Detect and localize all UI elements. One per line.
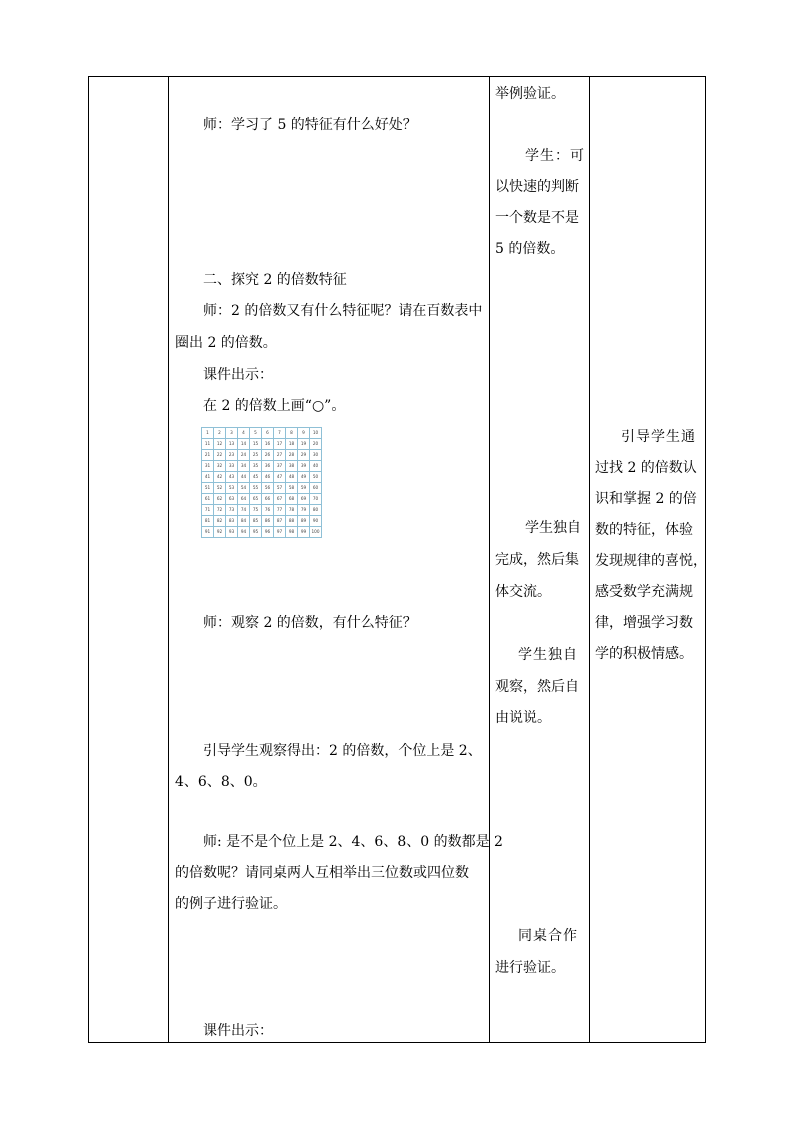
hundred-chart-cell: 64 <box>238 494 250 505</box>
teacher-text-line: 课件出示： <box>203 1023 273 1039</box>
hundred-chart-cell: 53 <box>226 483 238 494</box>
hundred-chart-cell: 17 <box>274 439 286 450</box>
student-text-line: 体交流。 <box>495 584 551 600</box>
hundred-chart-cell: 85 <box>250 516 262 527</box>
hundred-chart-cell: 18 <box>286 439 298 450</box>
hundred-chart-cell: 12 <box>214 439 226 450</box>
hundred-chart-cell: 98 <box>286 527 298 538</box>
hundred-chart-cell: 24 <box>238 450 250 461</box>
hundred-chart-cell: 87 <box>274 516 286 527</box>
hundred-chart-row <box>202 450 322 461</box>
design-text-line: 引导学生通 <box>621 429 696 445</box>
hundred-chart-cell: 46 <box>262 472 274 483</box>
student-text-line: 学生独自 <box>525 520 581 536</box>
student-text-line: 完成，然后集 <box>495 552 579 568</box>
hundred-chart-cell: 9 <box>298 428 310 439</box>
hundred-chart-cell: 39 <box>298 461 310 472</box>
hundred-chart-cell: 40 <box>310 461 322 472</box>
student-text-line: 5 的倍数。 <box>495 241 565 257</box>
hundred-chart-cell: 76 <box>262 505 274 516</box>
hundred-chart-cell: 8 <box>286 428 298 439</box>
teacher-text-line: 引导学生观察得出：2 的倍数，个位上是 2、 <box>203 743 482 759</box>
hundred-chart-cell: 7 <box>274 428 286 439</box>
teacher-text-line: 圈出 2 的倍数。 <box>175 335 277 351</box>
design-text-line: 发现规律的喜悦， <box>595 553 707 569</box>
hundred-chart-cell: 72 <box>214 505 226 516</box>
student-text-line: 学生：可 <box>525 148 585 164</box>
hundred-chart-cell: 58 <box>286 483 298 494</box>
hundred-chart-cell: 100 <box>310 527 322 538</box>
teacher-text-line: 师：2 的倍数又有什么特征呢？请在百数表中 <box>203 303 483 319</box>
column-divider <box>489 77 490 1042</box>
hundred-chart <box>201 427 322 538</box>
hundred-chart-cell: 70 <box>310 494 322 505</box>
hundred-chart-row <box>202 527 322 538</box>
hundred-chart-cell: 42 <box>214 472 226 483</box>
student-text-line: 学生独自 <box>518 647 578 663</box>
design-text-line: 律，增强学习数 <box>595 615 693 631</box>
hundred-chart-cell: 94 <box>238 527 250 538</box>
hundred-chart-cell: 43 <box>226 472 238 483</box>
hundred-chart-cell: 1 <box>202 428 214 439</box>
hundred-chart-cell: 31 <box>202 461 214 472</box>
hundred-chart-cell: 3 <box>226 428 238 439</box>
hundred-chart-cell: 91 <box>202 527 214 538</box>
hundred-chart-cell: 73 <box>226 505 238 516</box>
design-text-line: 过找 2 的倍数认 <box>595 460 697 476</box>
hundred-chart-cell: 45 <box>250 472 262 483</box>
teacher-text-line: 师: 是不是个位上是 2、4、6、8、0 的数都是 2 <box>203 834 503 850</box>
hundred-chart-cell: 69 <box>298 494 310 505</box>
hundred-chart-cell: 13 <box>226 439 238 450</box>
hundred-chart-cell: 86 <box>262 516 274 527</box>
hundred-chart-cell: 11 <box>202 439 214 450</box>
hundred-chart-row <box>202 472 322 483</box>
hundred-chart-cell: 97 <box>274 527 286 538</box>
hundred-chart-cell: 28 <box>286 450 298 461</box>
hundred-chart-cell: 66 <box>262 494 274 505</box>
hundred-chart-cell: 77 <box>274 505 286 516</box>
hundred-chart-row <box>202 494 322 505</box>
hundred-chart-cell: 95 <box>250 527 262 538</box>
hundred-chart-cell: 67 <box>274 494 286 505</box>
hundred-chart-cell: 61 <box>202 494 214 505</box>
teacher-text-line: 师：观察 2 的倍数，有什么特征？ <box>203 615 417 631</box>
hundred-chart-cell: 37 <box>274 461 286 472</box>
hundred-chart-cell: 83 <box>226 516 238 527</box>
student-text-line: 同桌合作 <box>518 928 578 944</box>
hundred-chart-cell: 51 <box>202 483 214 494</box>
hundred-chart-cell: 23 <box>226 450 238 461</box>
hundred-chart-cell: 63 <box>226 494 238 505</box>
hundred-chart-cell: 88 <box>286 516 298 527</box>
hundred-chart-cell: 21 <box>202 450 214 461</box>
hundred-chart-cell: 93 <box>226 527 238 538</box>
hundred-chart-cell: 57 <box>274 483 286 494</box>
student-text-line: 举例验证。 <box>495 86 565 102</box>
hundred-chart-cell: 80 <box>310 505 322 516</box>
hundred-chart-cell: 60 <box>310 483 322 494</box>
hundred-chart-cell: 5 <box>250 428 262 439</box>
lesson-plan-table <box>88 76 706 1043</box>
hundred-chart-cell: 55 <box>250 483 262 494</box>
hundred-chart-cell: 2 <box>214 428 226 439</box>
hundred-chart-cell: 56 <box>262 483 274 494</box>
hundred-chart-cell: 84 <box>238 516 250 527</box>
section-heading: 二、探究 2 的倍数特征 <box>203 272 347 288</box>
hundred-chart-cell: 41 <box>202 472 214 483</box>
hundred-chart-row <box>202 483 322 494</box>
hundred-chart-row <box>202 439 322 450</box>
hundred-chart-cell: 25 <box>250 450 262 461</box>
hundred-chart-cell: 35 <box>250 461 262 472</box>
hundred-chart-cell: 30 <box>310 450 322 461</box>
hundred-chart-cell: 29 <box>298 450 310 461</box>
student-text-line: 一个数是不是 <box>495 210 579 226</box>
hundred-chart-cell: 99 <box>298 527 310 538</box>
hundred-chart-cell: 96 <box>262 527 274 538</box>
hundred-chart-cell: 4 <box>238 428 250 439</box>
hundred-chart-cell: 74 <box>238 505 250 516</box>
hundred-chart-cell: 26 <box>262 450 274 461</box>
hundred-chart-cell: 50 <box>310 472 322 483</box>
hundred-chart-row <box>202 516 322 527</box>
hundred-chart-cell: 33 <box>226 461 238 472</box>
teacher-text-line: 师：学习了 5 的特征有什么好处？ <box>203 117 417 133</box>
teacher-text-line: 4、6、8、0。 <box>175 774 267 790</box>
teacher-text-line: 在 2 的倍数上画“○”。 <box>203 398 346 414</box>
hundred-chart-cell: 48 <box>286 472 298 483</box>
design-text-line: 数的特征，体验 <box>595 522 693 538</box>
hundred-chart-cell: 38 <box>286 461 298 472</box>
hundred-chart-cell: 22 <box>214 450 226 461</box>
student-text-line: 进行验证。 <box>495 960 565 976</box>
student-text-line: 以快速的判断 <box>495 179 579 195</box>
hundred-chart-cell: 34 <box>238 461 250 472</box>
column-divider <box>589 77 590 1042</box>
teacher-text-line: 课件出示： <box>203 367 273 383</box>
hundred-chart-cell: 90 <box>310 516 322 527</box>
hundred-chart-cell: 15 <box>250 439 262 450</box>
hundred-chart-cell: 16 <box>262 439 274 450</box>
hundred-chart-cell: 20 <box>310 439 322 450</box>
hundred-chart-cell: 79 <box>298 505 310 516</box>
design-text-line: 识和掌握 2 的倍 <box>595 491 697 507</box>
hundred-chart-cell: 47 <box>274 472 286 483</box>
hundred-chart-cell: 82 <box>214 516 226 527</box>
hundred-chart-cell: 54 <box>238 483 250 494</box>
teacher-text-line: 的例子进行验证。 <box>175 896 287 912</box>
hundred-chart-cell: 59 <box>298 483 310 494</box>
hundred-chart-cell: 27 <box>274 450 286 461</box>
hundred-chart-cell: 32 <box>214 461 226 472</box>
column-divider <box>168 77 169 1042</box>
hundred-chart-cell: 89 <box>298 516 310 527</box>
hundred-chart-row <box>202 505 322 516</box>
design-text-line: 学的积极情感。 <box>595 646 693 662</box>
hundred-chart-cell: 75 <box>250 505 262 516</box>
hundred-chart-cell: 19 <box>298 439 310 450</box>
hundred-chart-cell: 52 <box>214 483 226 494</box>
hundred-chart-cell: 71 <box>202 505 214 516</box>
student-text-line: 由说说。 <box>495 710 551 726</box>
hundred-chart-cell: 68 <box>286 494 298 505</box>
hundred-chart-row <box>202 428 322 439</box>
hundred-chart-cell: 44 <box>238 472 250 483</box>
hundred-chart-cell: 65 <box>250 494 262 505</box>
student-text-line: 观察，然后自 <box>495 679 579 695</box>
hundred-chart-cell: 78 <box>286 505 298 516</box>
hundred-chart-cell: 36 <box>262 461 274 472</box>
teacher-text-line: 的倍数呢？请同桌两人互相举出三位数或四位数 <box>175 865 469 881</box>
design-text-line: 感受数学充满规 <box>595 584 693 600</box>
hundred-chart-cell: 62 <box>214 494 226 505</box>
hundred-chart-row <box>202 461 322 472</box>
hundred-chart-cell: 10 <box>310 428 322 439</box>
hundred-chart-cell: 81 <box>202 516 214 527</box>
hundred-chart-cell: 92 <box>214 527 226 538</box>
hundred-chart-cell: 14 <box>238 439 250 450</box>
hundred-chart-cell: 6 <box>262 428 274 439</box>
hundred-chart-cell: 49 <box>298 472 310 483</box>
